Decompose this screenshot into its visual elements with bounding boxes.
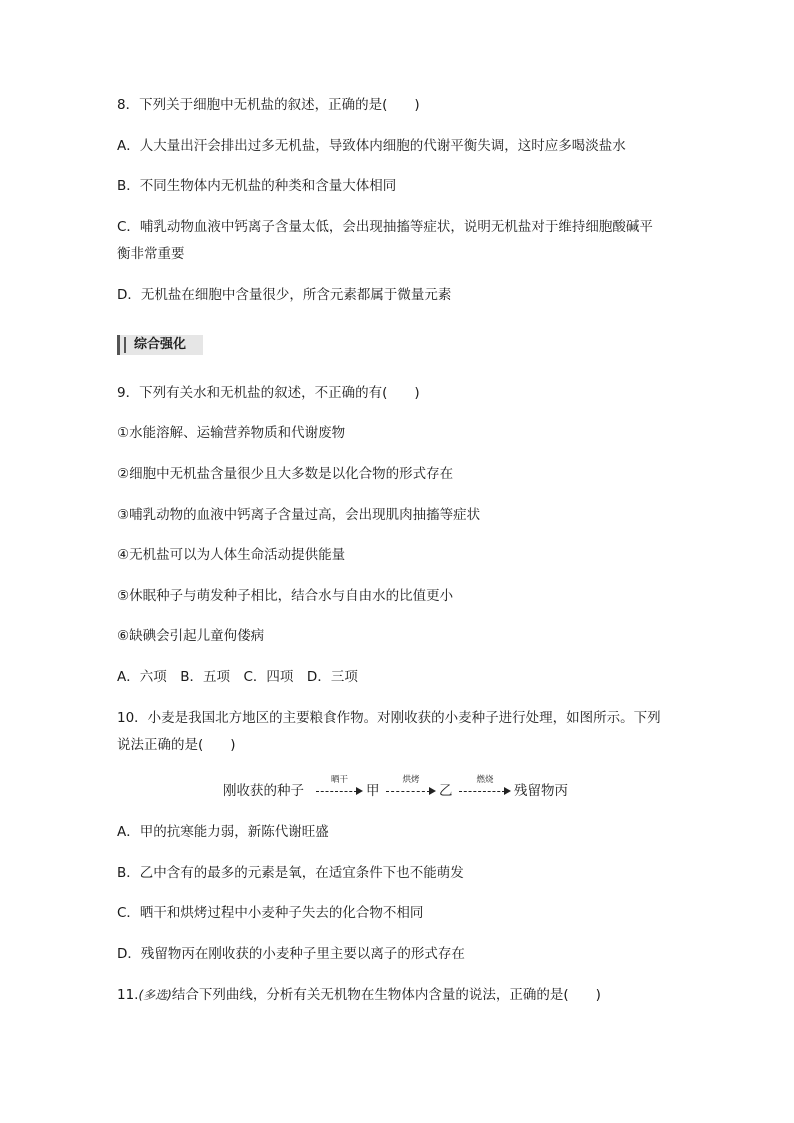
q10-option-b: B．乙中含有的最多的元素是氧，在适宜条件下也不能萌发 xyxy=(117,865,464,881)
q9-item-1: ①水能溶解、运输营养物质和代谢废物 xyxy=(117,425,346,441)
q10-option-d: D．残留物丙在刚收获的小麦种子里主要以离子的形式存在 xyxy=(117,946,465,962)
flow-arrow-dry xyxy=(316,775,363,805)
q10-stem-line2: 说法正确的是( ) xyxy=(117,737,236,753)
q9-item-6: ⑥缺碘会引起儿童佝偻病 xyxy=(117,628,265,644)
q9-item-3: ③哺乳动物的血液中钙离子含量过高，会出现肌肉抽搐等症状 xyxy=(117,507,481,523)
flow-arrow-burn xyxy=(459,775,511,805)
q10-option-c: C．晒干和烘烤过程中小麦种子失去的化合物不相同 xyxy=(117,905,424,921)
q9-item-2: ②细胞中无机盐含量很少且大多数是以化合物的形式存在 xyxy=(117,466,454,482)
q11-stem xyxy=(117,985,601,1005)
flow-start-node: 刚收获的种子 xyxy=(223,783,304,799)
flow-arrow-bake xyxy=(386,775,436,805)
flow-step-burn-label: 燃烧 xyxy=(476,775,494,785)
q10-option-a: A．甲的抗寒能力弱，新陈代谢旺盛 xyxy=(117,824,329,840)
flow-node-jia: 甲 xyxy=(366,783,380,799)
flow-end-node: 残留物丙 xyxy=(514,783,568,799)
flow-step-dry-label: 晒干 xyxy=(330,775,348,785)
q8-stem: 8．下列关于细胞中无机盐的叙述，正确的是( ) xyxy=(117,97,420,113)
q8-option-c-cont: 衡非常重要 xyxy=(117,246,185,262)
q10-stem-line1: 10．小麦是我国北方地区的主要粮食作物。对刚收获的小麦种子进行处理，如图所示。下列 xyxy=(117,710,661,726)
arrow-right-icon xyxy=(429,787,436,795)
q9-options: A．六项 B．五项 C．四项 D．三项 xyxy=(117,669,358,685)
q8-option-a: A．人大量出汗会排出过多无机盐，导致体内细胞的代谢平衡失调，这时应多喝淡盐水 xyxy=(117,138,626,154)
q11-number: 11. xyxy=(117,987,139,1003)
q9-stem: 9．下列有关水和无机盐的叙述，不正确的有( ) xyxy=(117,385,420,401)
q8-option-c: C．哺乳动物血液中钙离子含量太低，会出现抽搐等症状，说明无机盐对于维持细胞酸碱平 xyxy=(117,219,653,235)
section-heading: 综合强化 xyxy=(117,335,203,355)
arrow-right-icon xyxy=(356,787,363,795)
q11-stem-text: 结合下列曲线，分析有关无机物在生物体内含量的说法，正确的是( ) xyxy=(171,987,601,1003)
flow-node-yi: 乙 xyxy=(439,783,453,799)
q8-option-d: D．无机盐在细胞中含量很少，所含元素都属于微量元素 xyxy=(117,287,452,303)
arrow-right-icon xyxy=(504,787,511,795)
q11-multi-choice-tag: (多选) xyxy=(138,988,172,1002)
flow-step-bake-label: 烘烤 xyxy=(402,775,420,785)
q9-item-4: ④无机盐可以为人体生命活动提供能量 xyxy=(117,547,346,563)
q9-item-5: ⑤休眠种子与萌发种子相比，结合水与自由水的比值更小 xyxy=(117,588,454,604)
q8-option-b: B．不同生物体内无机盐的种类和含量大体相同 xyxy=(117,178,397,194)
